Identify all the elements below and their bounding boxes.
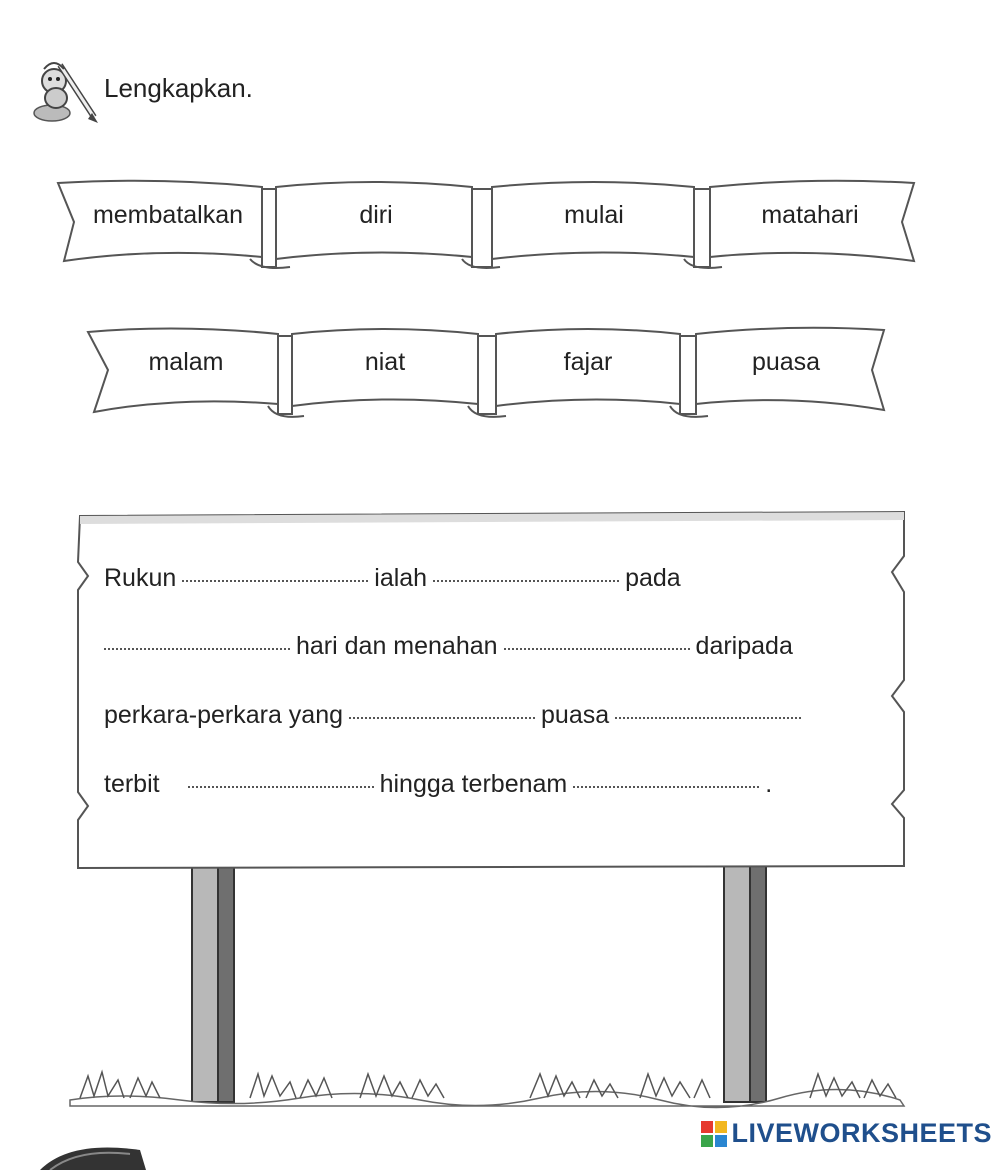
sentence-line-4 [104, 770, 772, 799]
word-bank-row-1 [0, 175, 1000, 275]
word-puasa[interactable]: puasa [751, 348, 821, 376]
line2-word-daripada: daripada [695, 632, 793, 660]
word-malam[interactable]: malam [148, 348, 224, 376]
sentence-line-3 [104, 701, 807, 730]
sentence-line-2 [98, 632, 793, 661]
blank-3[interactable] [104, 648, 290, 650]
line1-word-pada: pada [625, 564, 681, 592]
blank-6[interactable] [615, 717, 801, 719]
word-membatalkan[interactable]: membatalkan [92, 201, 244, 229]
word-matahari[interactable]: matahari [761, 201, 859, 229]
line2-word-hari-dan-menahan: hari dan menahan [296, 632, 498, 660]
blank-5[interactable] [349, 717, 535, 719]
blank-8[interactable] [573, 786, 759, 788]
mascot-pencil-icon [30, 51, 100, 126]
word-diri[interactable]: diri [359, 201, 393, 229]
line1-word-rukun: Rukun [104, 564, 177, 592]
blank-4[interactable] [504, 648, 690, 650]
signboard [0, 500, 1000, 1120]
blank-2[interactable] [433, 580, 619, 582]
instruction-header [30, 48, 253, 128]
signboard-frame [0, 500, 1000, 1120]
liveworksheets-footer [701, 1118, 992, 1149]
line4-word-hingga-terbenam: hingga terbenam [379, 770, 568, 798]
sentence-line-1 [104, 564, 681, 593]
line4-word-terbit: terbit [104, 770, 160, 798]
line3-word-puasa: puasa [541, 701, 610, 729]
brand-text[interactable]: LIVEWORKSHEETS [731, 1118, 992, 1148]
word-fajar[interactable]: fajar [563, 348, 613, 376]
word-bank-row-2 [0, 322, 1000, 422]
liveworksheets-logo-icon [701, 1121, 727, 1147]
instruction-text: Lengkapkan. [104, 72, 253, 103]
blank-7[interactable] [188, 786, 374, 788]
blank-1[interactable] [182, 580, 368, 582]
line4-period: . [765, 770, 773, 798]
line1-word-ialah: ialah [374, 564, 428, 592]
line3-word-perkara: perkara-perkara yang [104, 701, 344, 729]
word-mulai[interactable]: mulai [564, 201, 624, 229]
word-niat[interactable]: niat [364, 348, 406, 376]
corner-decoration-icon [30, 1130, 150, 1170]
